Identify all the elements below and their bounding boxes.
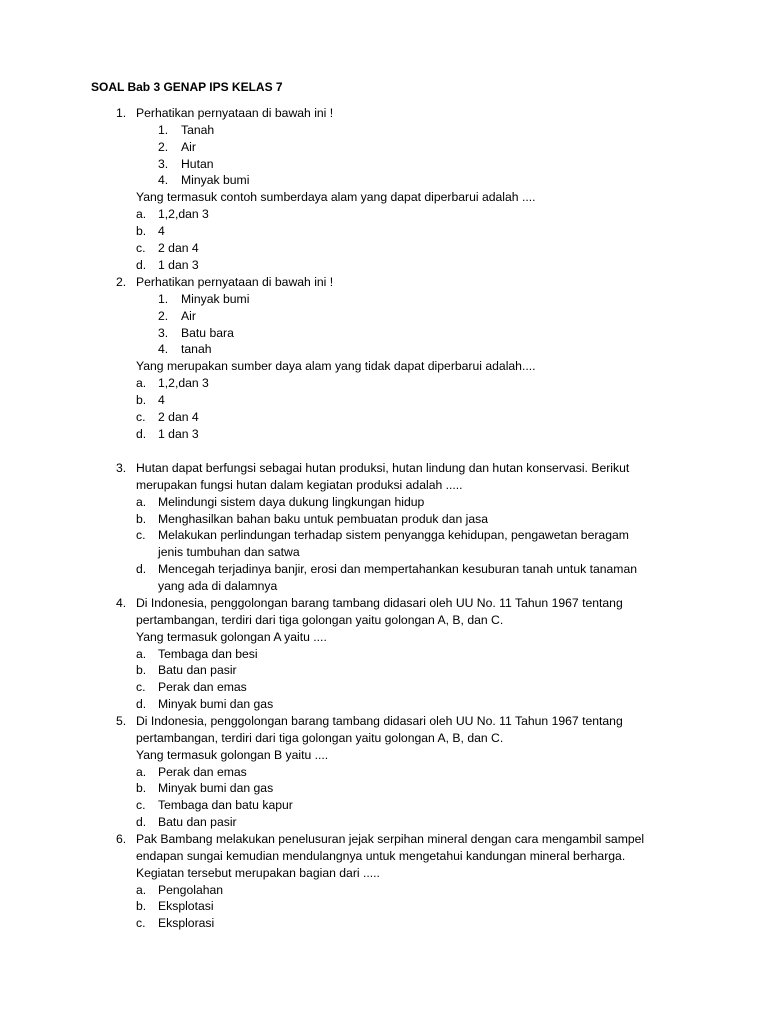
answer-option: a. Perak dan emas — [136, 764, 247, 779]
question-text: Perhatikan pernyataan di bawah ini ! — [136, 106, 334, 120]
answer-option: b. Batu dan pasir — [136, 663, 237, 678]
answer-option: c. Tembaga dan batu kapur — [136, 798, 293, 813]
question-number: 4. — [116, 596, 127, 610]
question-number: 6. — [116, 832, 127, 846]
question-text-line — [0, 713, 768, 730]
question-text-line: pertambangan, terdiri dari tiga golongan yaitu golongan A, B, dan C. — [136, 612, 504, 627]
question-number: 3. — [116, 461, 127, 475]
answer-option: b. Menghasilkan bahan baku untuk pembuatan produk dan jasa — [136, 511, 488, 526]
document-title: SOAL Bab 3 GENAP IPS KELAS 7 — [91, 80, 283, 94]
question-text-line — [0, 105, 768, 122]
question-text: Di Indonesia, penggolongan barang tambang didasari oleh UU No. 11 Tahun 1967 tentang — [136, 714, 623, 728]
answer-option: d. 1 dan 3 — [136, 426, 199, 441]
question-1 — [0, 105, 768, 273]
question-3 — [0, 460, 768, 595]
answer-option: a. 1,2,dan 3 — [136, 376, 209, 391]
question-prompt: Yang termasuk contoh sumberdaya alam yang dapat diperbarui adalah .... — [136, 190, 536, 205]
question-text-line — [0, 831, 768, 848]
answer-option: b. Minyak bumi dan gas — [136, 781, 274, 796]
question-prompt: Yang termasuk golongan A yaitu .... — [136, 629, 327, 644]
answer-option: d. Batu dan pasir — [136, 815, 237, 830]
answer-option: d. Mencegah terjadinya banjir, erosi dan mempertahankan kesuburan tanah untuk tanaman — [136, 562, 638, 577]
answer-option-continued: yang ada di dalamnya — [158, 578, 278, 593]
question-2 — [0, 274, 768, 442]
answer-option: a. Pengolahan — [136, 882, 224, 897]
question-text-line — [0, 595, 768, 612]
answer-option: c. Perak dan emas — [136, 680, 247, 695]
question-text: Perhatikan pernyataan di bawah ini ! — [136, 275, 334, 289]
question-text: Pak Bambang melakukan penelusuran jejak serpihan mineral dengan cara mengambil sampel — [136, 832, 645, 846]
question-text: Hutan dapat berfungsi sebagai hutan produksi, hutan lindung dan hutan konservasi. Berikut — [136, 461, 630, 475]
question-text: Di Indonesia, penggolongan barang tambang didasari oleh UU No. 11 Tahun 1967 tentang — [136, 596, 623, 610]
question-6 — [0, 831, 768, 932]
answer-option: a. Tembaga dan besi — [136, 646, 258, 661]
question-prompt: Yang merupakan sumber daya alam yang tidak dapat diperbarui adalah.... — [136, 359, 536, 374]
answer-option: d. 1 dan 3 — [136, 257, 199, 272]
list-item: 3. Hutan — [158, 156, 214, 171]
question-text-line: endapan sungai kemudian mendulangnya untuk mengetahui kandungan mineral berharga. — [136, 848, 626, 863]
list-item: 2. Air — [158, 308, 196, 323]
question-prompt: Yang termasuk golongan B yaitu .... — [136, 747, 329, 762]
answer-option: c. 2 dan 4 — [136, 240, 199, 255]
question-number: 1. — [116, 106, 127, 120]
list-item: 1. Tanah — [158, 122, 215, 137]
question-text-line — [0, 274, 768, 291]
answer-option: c. 2 dan 4 — [136, 409, 199, 424]
question-4 — [0, 595, 768, 713]
question-text-line: merupakan fungsi hutan dalam kegiatan produksi adalah ..... — [136, 477, 463, 492]
answer-option: a. Melindungi sistem daya dukung lingkungan hidup — [136, 494, 425, 509]
answer-option: b. 4 — [136, 392, 165, 407]
list-item: 3. Batu bara — [158, 325, 234, 340]
question-number: 5. — [116, 714, 127, 728]
question-5 — [0, 713, 768, 831]
question-number: 2. — [116, 275, 127, 289]
answer-option: d. Minyak bumi dan gas — [136, 697, 274, 712]
question-text-line: Kegiatan tersebut merupakan bagian dari ..... — [136, 865, 380, 880]
question-text-line — [0, 460, 768, 477]
list-item: 4. Minyak bumi — [158, 173, 250, 188]
list-item: 1. Minyak bumi — [158, 291, 250, 306]
answer-option-continued: jenis tumbuhan dan satwa — [158, 545, 300, 560]
answer-option: b. Eksplotasi — [136, 899, 214, 914]
list-item: 2. Air — [158, 139, 196, 154]
answer-option: c. Eksplorasi — [136, 916, 215, 931]
list-item: 4. tanah — [158, 342, 212, 357]
answer-option: b. 4 — [136, 223, 165, 238]
question-text-line: pertambangan, terdiri dari tiga golongan yaitu golongan A, B, dan C. — [136, 730, 504, 745]
answer-option: c. Melakukan perlindungan terhadap sistem penyangga kehidupan, pengawetan beragam — [136, 528, 629, 543]
answer-option: a. 1,2,dan 3 — [136, 207, 209, 222]
